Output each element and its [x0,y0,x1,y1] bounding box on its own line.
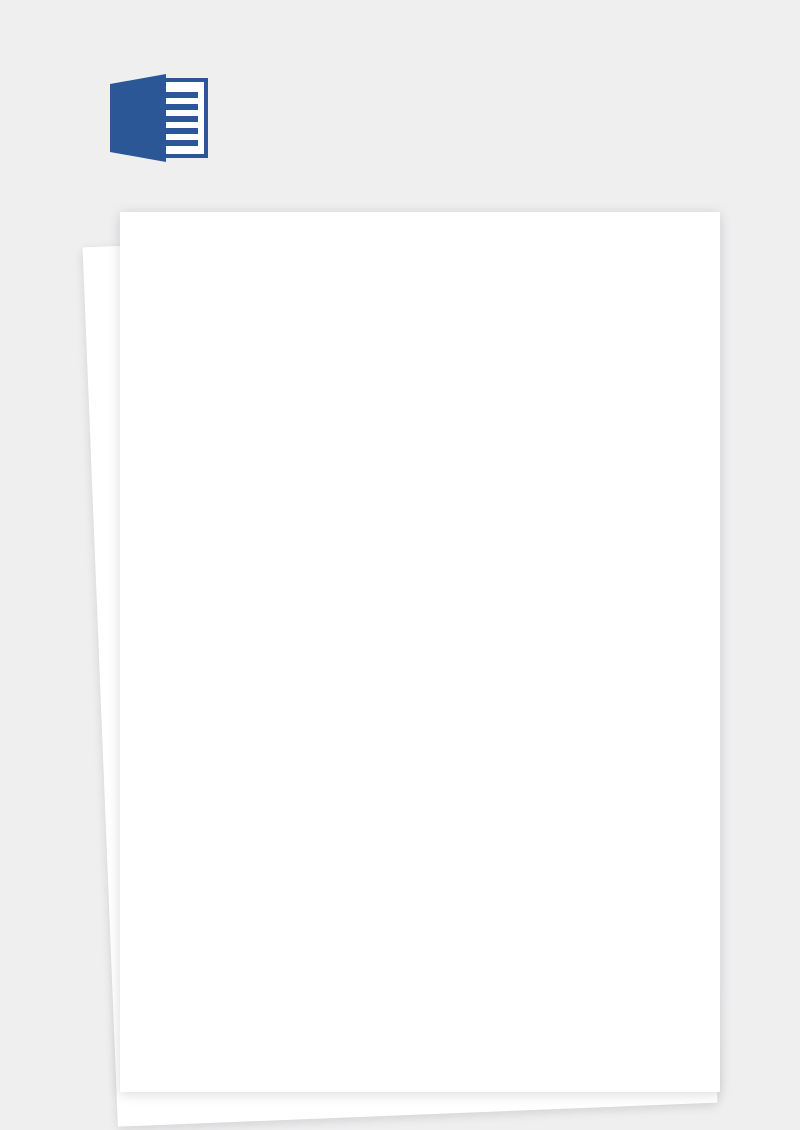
word-doc-icon [110,72,210,164]
document-page [120,212,720,1092]
